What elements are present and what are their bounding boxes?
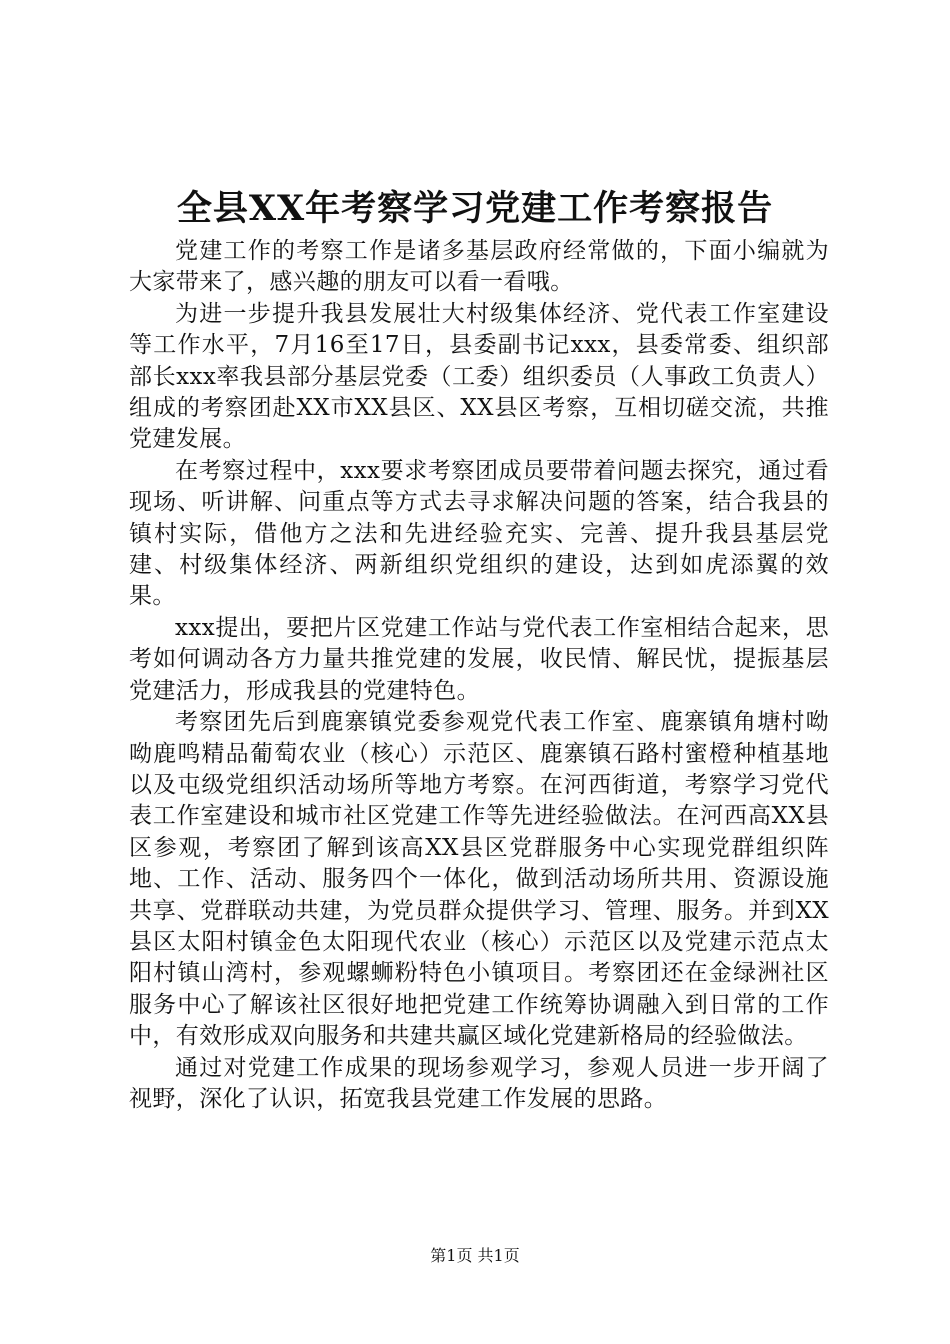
document-title: 全县XX年考察学习党建工作考察报告 <box>176 188 774 229</box>
paragraph-1: 党建工作的考察工作是诸多基层政府经常做的，下面小编就为大家带来了，感兴趣的朋友可以看一看哦。 <box>129 238 829 296</box>
paragraph-3: 在考察过程中，xxx要求考察团成员要带着问题去探究，通过看现场、听讲解、问重点等方式去寻求解决问题的答案，结合我县的镇村实际，借他方之法和先进经验充实、完善、提升我县基层党建、村级集体经济、两新组织党组织的建设，达到如虎添翼的效果。 <box>129 457 829 610</box>
paragraph-2: 为进一步提升我县发展壮大村级集体经济、党代表工作室建设等工作水平，7月16至17日，县委副书记xxx，县委常委、组织部部长xxx率我县部分基层党委（工委）组织委员（人事政工负责人）组成的考察团赴XX市XX县区、XX县区考察，互相切磋交流，共推党建发展。 <box>129 300 829 453</box>
paragraph-6: 通过对党建工作成果的现场参观学习，参观人员进一步开阔了视野，深化了认识，拓宽我县党建工作发展的思路。 <box>129 1054 829 1112</box>
document-body <box>129 236 829 1115</box>
paragraph-5: 考察团先后到鹿寨镇党委参观党代表工作室、鹿寨镇角塘村呦呦鹿鸣精品葡萄农业（核心）示范区、鹿寨镇石路村蜜橙种植基地以及屯级党组织活动场所等地方考察。在河西街道，考察学习党代表工作室建设和城市社区党建工作等先进经验做法。在河西高XX县区参观，考察团了解到该高XX县区党群服务中心实现党群组织阵地、工作、活动、服务四个一体化，做到活动场所共用、资源设施共享、党群联动共建，为党员群众提供学习、管理、服务。并到XX县区太阳村镇金色太阳现代农业（核心）示范区以及党建示范点太阳村镇山湾村，参观螺蛳粉特色小镇项目。考察团还在金绿洲社区服务中心了解该社区很好地把党建工作统筹协调融入到日常的工作中，有效形成双向服务和共建共赢区域化党建新格局的经验做法。 <box>129 709 829 1050</box>
paragraph-4: xxx提出，要把片区党建工作站与党代表工作室相结合起来，思考如何调动各方力量共推党建的发展，收民情、解民忧，提振基层党建活力，形成我县的党建特色。 <box>129 614 829 704</box>
page-number-footer: 第1页 共1页 <box>430 1246 520 1265</box>
